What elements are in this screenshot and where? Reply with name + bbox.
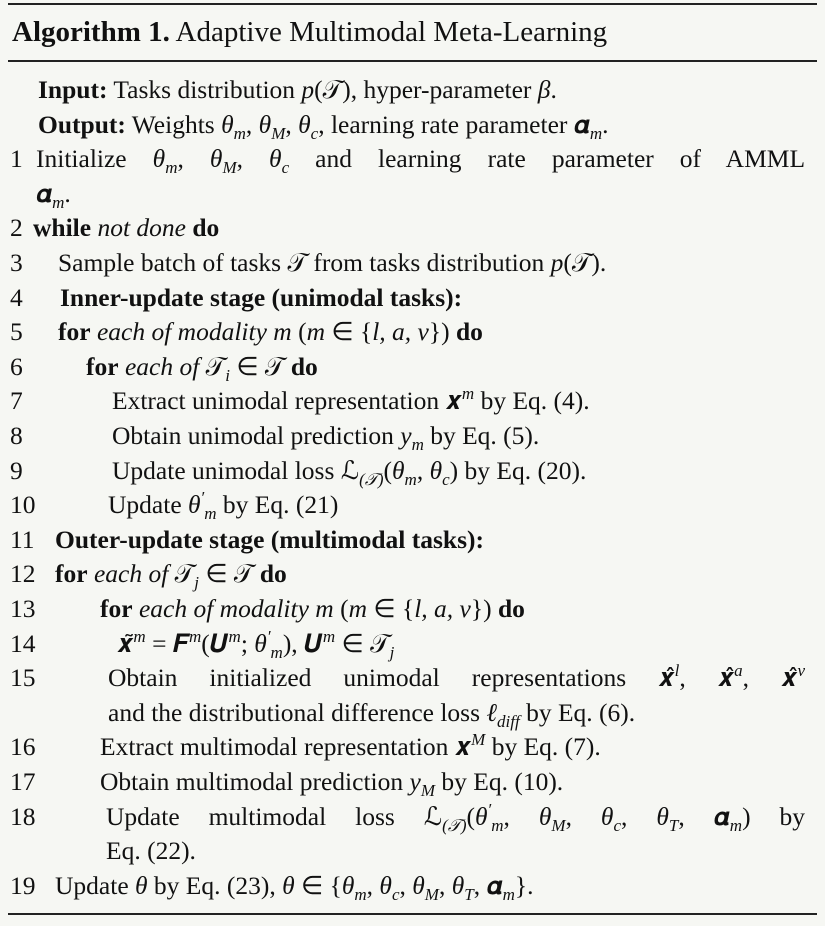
text-segment: (	[291, 317, 307, 347]
line-text	[100, 765, 563, 799]
text-segment: Weights	[125, 109, 222, 139]
line-text	[112, 419, 539, 453]
text-segment: 𝒙	[445, 386, 462, 416]
text-segment: ,	[565, 801, 601, 831]
text-segment: m	[404, 469, 417, 489]
text-segment: θ	[429, 455, 443, 485]
text-segment: θ	[412, 870, 425, 900]
text-segment: (	[383, 455, 392, 485]
text-segment: ,	[245, 109, 259, 139]
line-number: 3	[10, 248, 23, 277]
text-segment: c	[442, 469, 450, 489]
algorithm-line	[0, 557, 825, 591]
line-number: 13	[10, 594, 36, 623]
text-segment: Tasks distribution	[107, 75, 302, 104]
text-segment: c	[310, 123, 319, 143]
text-segment: Update multimodal loss ℒ	[106, 801, 443, 831]
algorithm-line	[0, 800, 825, 834]
text-segment: m	[491, 815, 504, 835]
text-segment: m	[502, 884, 515, 904]
line-text	[86, 350, 318, 384]
line-number: 2	[10, 213, 23, 243]
text-segment: m	[165, 158, 178, 178]
text-segment: and the distributional difference loss	[108, 697, 487, 727]
line-number: 6	[10, 351, 23, 381]
text-segment: ∈ 𝒯	[229, 351, 291, 381]
text-segment: ,	[399, 870, 413, 900]
line-text	[100, 592, 525, 626]
text-segment: , 𝜶	[473, 870, 503, 900]
text-segment: T	[668, 815, 679, 835]
text-segment: ,	[438, 870, 452, 900]
text-segment: θ	[258, 109, 272, 139]
line-number: 8	[10, 421, 23, 450]
algorithm-name: Adaptive Multimodal Meta-Learning	[169, 16, 608, 48]
text-segment: ∈ 𝒯	[335, 628, 390, 658]
text-segment: , learning rate parameter	[318, 109, 574, 139]
algorithm-line	[0, 142, 825, 176]
text-segment: 𝒯	[168, 559, 195, 589]
text-segment: by Eq. (7).	[485, 732, 601, 762]
line-number: 17	[10, 767, 36, 796]
text-segment: ), 𝑼	[282, 628, 323, 658]
text-segment: ,	[416, 455, 430, 485]
algorithm-line	[0, 350, 825, 384]
text-segment: Sample batch of tasks 𝒯 from tasks distribution	[58, 248, 551, 277]
text-segment: Update	[55, 870, 136, 900]
text-segment: θ	[341, 870, 355, 900]
text-segment: m	[52, 192, 65, 212]
text-segment: })	[470, 594, 498, 623]
text-segment: , 𝜶	[678, 801, 730, 831]
algorithm-line	[0, 696, 825, 730]
algorithm-line	[0, 730, 825, 764]
text-segment: }.	[514, 870, 534, 900]
text-segment: (𝑼	[201, 628, 229, 658]
text-segment: θ	[152, 144, 166, 174]
text-segment: (	[333, 594, 349, 623]
text-segment: m	[270, 642, 283, 662]
text-segment: each of modality m	[138, 594, 334, 623]
text-segment: ∈ {	[294, 870, 342, 900]
text-segment: m	[306, 317, 325, 347]
text-segment: by Eq. (4).	[474, 386, 590, 416]
algorithm-line	[0, 592, 825, 626]
text-segment: (𝒯).	[563, 248, 607, 277]
text-segment: for	[86, 351, 119, 381]
text-segment: diff	[497, 711, 520, 731]
text-segment: , 𝒙̂	[742, 663, 798, 693]
text-segment: 𝒙̂	[658, 663, 675, 693]
text-segment: c	[391, 884, 400, 904]
text-segment: while	[33, 213, 92, 243]
text-segment: do	[497, 594, 525, 623]
text-segment: ℓ	[486, 697, 498, 727]
text-segment: ) by	[742, 801, 806, 831]
text-segment: ′	[487, 799, 492, 819]
line-number: 14	[10, 628, 36, 658]
text-segment: for	[58, 317, 91, 347]
line-text	[55, 523, 484, 557]
text-segment: i	[225, 365, 230, 385]
text-segment: m	[589, 123, 603, 143]
text-segment: Update	[108, 490, 189, 520]
text-segment: m	[233, 123, 246, 143]
text-segment: y	[400, 421, 412, 450]
text-segment: θ	[269, 144, 282, 174]
line-number: 4	[10, 282, 23, 312]
text-segment: ∈ {	[324, 317, 373, 347]
text-segment: m	[411, 435, 424, 454]
line-number: 5	[10, 317, 23, 347]
line-text	[38, 108, 609, 142]
text-segment: Outer-update stage (multimodal tasks):	[55, 524, 484, 554]
algorithm-line	[0, 661, 825, 695]
algorithm-line	[0, 834, 825, 868]
text-segment: , 𝒙̂	[679, 663, 735, 693]
line-text	[108, 661, 805, 695]
line-text	[60, 281, 462, 315]
text-segment: j	[389, 642, 395, 662]
text-segment: m	[729, 815, 743, 835]
line-number: 9	[10, 455, 23, 485]
top-rule	[8, 3, 817, 5]
algorithm-line	[0, 315, 825, 349]
line-text	[33, 211, 219, 245]
text-segment: m	[461, 384, 475, 404]
text-segment: l, a, v	[372, 317, 429, 347]
text-segment: 𝒯	[199, 351, 226, 381]
line-number: 7	[10, 386, 23, 416]
text-segment: ∈ 𝒯	[198, 559, 260, 589]
algorithm-line	[0, 211, 825, 245]
text-segment: θ	[221, 109, 234, 139]
text-segment: M	[222, 158, 237, 178]
text-segment: M	[424, 884, 439, 904]
text-segment: T	[464, 884, 474, 904]
text-segment: by Eq. (6).	[519, 697, 636, 727]
text-segment: Extract multimodal representation	[100, 732, 455, 762]
text-segment: Eq. (22).	[106, 836, 196, 866]
text-segment: M	[551, 815, 566, 835]
line-number: 15	[10, 663, 36, 693]
text-segment: θ	[600, 801, 614, 831]
text-segment: ∈ {	[366, 594, 415, 623]
text-segment: y	[409, 767, 421, 796]
algorithm-line	[0, 454, 825, 488]
text-segment: .	[64, 178, 71, 208]
text-segment: each of modality m	[96, 317, 292, 347]
text-segment: Input:	[38, 75, 108, 104]
text-segment: ) by Eq. (20).	[449, 455, 587, 485]
text-segment: v	[797, 661, 805, 681]
text-segment: m	[204, 504, 217, 524]
text-segment: Initialize	[36, 144, 153, 174]
text-segment: not done	[97, 213, 186, 243]
line-number: 10	[10, 490, 36, 520]
line-text	[58, 246, 606, 280]
text-segment: by Eq. (23),	[147, 870, 283, 900]
line-text	[38, 73, 557, 107]
text-segment: θ	[451, 870, 465, 900]
text-segment: a	[734, 661, 743, 681]
text-segment: m	[322, 626, 336, 646]
text-segment: 𝜶	[36, 178, 53, 208]
line-text	[100, 730, 601, 764]
algorithm-line	[0, 488, 825, 522]
text-segment: (𝒯)	[359, 469, 384, 489]
line-text	[112, 384, 590, 418]
text-segment: θ	[298, 109, 311, 139]
line-number: 16	[10, 732, 36, 762]
text-segment: for	[100, 594, 133, 623]
algorithm-line	[0, 419, 825, 453]
text-segment: m	[228, 626, 241, 646]
text-segment: ,	[366, 870, 380, 900]
text-segment: = 𝑭	[145, 628, 189, 658]
text-segment: by Eq. (5).	[423, 421, 540, 450]
text-segment: m	[133, 626, 146, 646]
bottom-rule	[8, 913, 817, 915]
text-segment: ,	[236, 144, 270, 174]
text-segment: θ	[209, 144, 223, 174]
text-segment: ′	[200, 488, 205, 508]
text-segment: ,	[621, 801, 657, 831]
text-segment: θ	[282, 870, 295, 900]
text-segment: 𝒙	[454, 732, 472, 762]
text-segment: Obtain initialized unimodal representations	[108, 663, 659, 693]
algorithm-line	[0, 523, 825, 557]
text-segment: Update unimodal loss ℒ	[112, 455, 360, 485]
line-text	[55, 869, 533, 903]
line-number: 19	[10, 870, 36, 900]
line-text	[112, 454, 586, 488]
text-segment: θ	[475, 801, 488, 831]
text-segment: 𝜶	[573, 109, 590, 139]
text-segment: for	[55, 559, 88, 589]
line-text	[36, 177, 71, 211]
text-segment: by Eq. (10).	[435, 767, 564, 796]
header-rule	[8, 60, 817, 62]
text-segment: (𝒯), hyper-parameter	[314, 75, 538, 104]
line-text	[108, 696, 635, 730]
text-segment: j	[194, 573, 199, 593]
algorithm-line	[0, 627, 825, 661]
text-segment: Obtain multimodal prediction	[100, 767, 410, 796]
algorithm-line	[0, 73, 825, 107]
line-text	[36, 142, 805, 176]
text-segment: M	[271, 123, 286, 143]
text-segment: θ	[135, 870, 148, 900]
line-text	[117, 627, 394, 661]
line-number: 18	[10, 801, 36, 831]
text-segment: M	[420, 781, 435, 800]
text-segment: and learning rate parameter of AMML	[289, 144, 806, 174]
line-number: 1	[10, 144, 23, 174]
text-segment: by Eq. (21)	[216, 490, 339, 520]
algorithm-line	[0, 177, 825, 211]
text-segment: p	[550, 248, 564, 277]
text-segment: each of	[93, 559, 169, 589]
line-number: 12	[10, 559, 36, 589]
text-segment: do	[455, 317, 483, 347]
text-segment: .	[550, 75, 557, 104]
text-segment: θ	[379, 870, 392, 900]
algorithm-line	[0, 869, 825, 903]
text-segment: (	[466, 801, 475, 831]
text-segment: Extract unimodal representation	[112, 386, 446, 416]
text-segment: ,	[503, 801, 539, 831]
text-segment: ,	[285, 109, 299, 139]
text-segment: do	[192, 213, 220, 243]
algorithm-line	[0, 384, 825, 418]
text-segment: Inner-update stage (unimodal tasks):	[60, 282, 463, 312]
line-text	[108, 488, 338, 522]
text-segment: m	[354, 884, 367, 904]
algorithm-line	[0, 765, 825, 799]
text-segment: θ	[392, 455, 405, 485]
text-segment: θ	[656, 801, 669, 831]
text-segment: l, a, v	[414, 594, 471, 623]
algorithm-line	[0, 246, 825, 280]
algorithm-title	[12, 14, 607, 50]
text-segment: each of	[124, 351, 200, 381]
line-text	[106, 834, 196, 868]
text-segment: l	[674, 661, 680, 681]
algorithm-line	[0, 108, 825, 142]
text-segment: c	[281, 158, 290, 178]
line-text	[58, 315, 483, 349]
line-text	[55, 557, 287, 591]
line-text	[106, 800, 805, 834]
text-segment: θ	[188, 490, 201, 520]
text-segment: c	[613, 815, 621, 835]
text-segment: Output:	[38, 109, 126, 139]
text-segment: })	[428, 317, 456, 347]
text-segment: Obtain unimodal prediction	[112, 421, 401, 450]
text-segment: ;	[240, 628, 255, 658]
text-segment: do	[290, 351, 318, 381]
text-segment: β	[537, 75, 551, 104]
text-segment: θ	[538, 801, 552, 831]
text-segment: p	[301, 75, 315, 104]
algorithm-line	[0, 281, 825, 315]
text-segment: ,	[177, 144, 210, 174]
text-segment: m	[348, 594, 367, 623]
text-segment: M	[471, 730, 486, 750]
line-number: 11	[10, 524, 35, 554]
text-segment: (𝒯)	[442, 815, 467, 835]
text-segment: 𝒙̃	[117, 628, 134, 658]
text-segment: .	[602, 109, 609, 139]
text-segment: m	[188, 626, 202, 646]
text-segment: ′	[266, 626, 271, 646]
text-segment: do	[259, 559, 287, 589]
text-segment: θ	[254, 628, 267, 658]
algorithm-label: Algorithm 1.	[12, 16, 170, 48]
